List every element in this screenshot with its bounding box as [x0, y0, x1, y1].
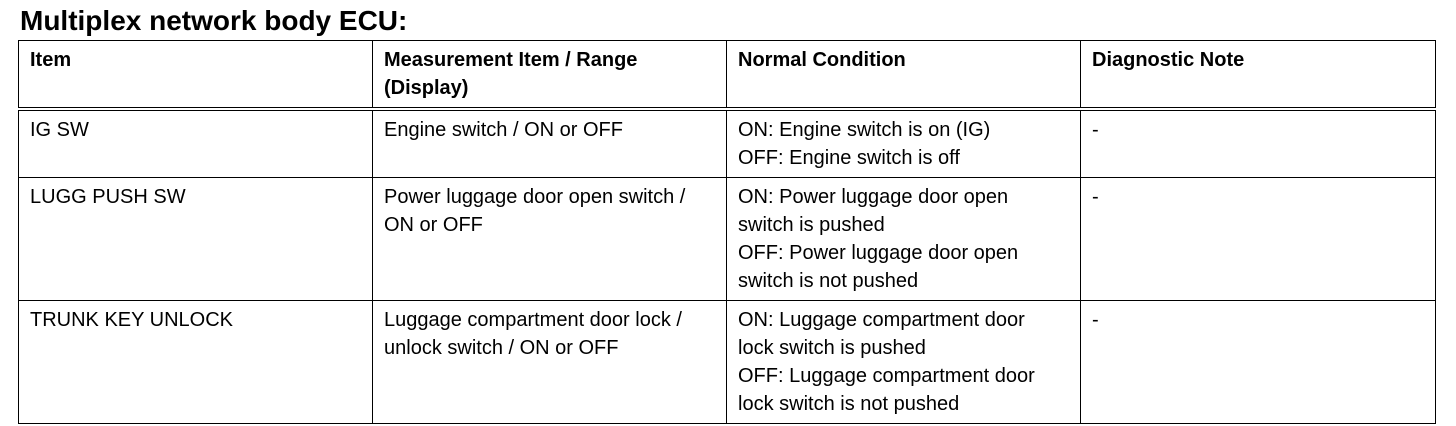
cell-line: Luggage compartment door lock / [384, 309, 682, 331]
cell-measurement [373, 109, 727, 178]
page-title: Multiplex network body ECU: [20, 5, 408, 36]
cell-line: ON: Luggage compartment door [738, 309, 1025, 331]
cell-line: switch is not pushed [738, 270, 919, 292]
cell-line: OFF: Engine switch is off [738, 147, 960, 169]
header-measurement-line: Measurement Item / Range [384, 49, 638, 71]
cell-normal-condition [727, 301, 1081, 424]
cell-line: lock switch is pushed [738, 337, 926, 359]
header-item: Item [19, 41, 373, 110]
header-measurement-line: (Display) [384, 77, 469, 99]
cell-line: OFF: Luggage compartment door [738, 365, 1035, 387]
cell-line: OFF: Power luggage door open [738, 242, 1019, 264]
header-measurement [373, 41, 727, 110]
cell-line: unlock switch / ON or OFF [384, 337, 619, 359]
table-row [19, 109, 1436, 178]
cell-normal-condition [727, 178, 1081, 301]
header-diagnostic-note: Diagnostic Note [1081, 41, 1436, 110]
cell-line: lock switch is not pushed [738, 393, 960, 415]
cell-line: ON: Engine switch is on (IG) [738, 119, 991, 141]
cell-item: IG SW [19, 109, 373, 178]
cell-line: Power luggage door open switch / [384, 186, 686, 208]
table-row [19, 301, 1436, 424]
cell-measurement [373, 178, 727, 301]
header-normal-condition: Normal Condition [727, 41, 1081, 110]
cell-item: TRUNK KEY UNLOCK [19, 301, 373, 424]
table-row [19, 178, 1436, 301]
cell-line: ON: Power luggage door open [738, 186, 1009, 208]
cell-line: Engine switch / ON or OFF [384, 119, 623, 141]
cell-diagnostic-note: - [1081, 301, 1436, 424]
cell-normal-condition [727, 109, 1081, 178]
cell-item: LUGG PUSH SW [19, 178, 373, 301]
cell-measurement [373, 301, 727, 424]
cell-line: switch is pushed [738, 214, 885, 236]
table-header-row [19, 41, 1436, 110]
ecu-data-table [18, 40, 1436, 424]
cell-line: ON or OFF [384, 214, 483, 236]
cell-diagnostic-note: - [1081, 109, 1436, 178]
cell-diagnostic-note: - [1081, 178, 1436, 301]
